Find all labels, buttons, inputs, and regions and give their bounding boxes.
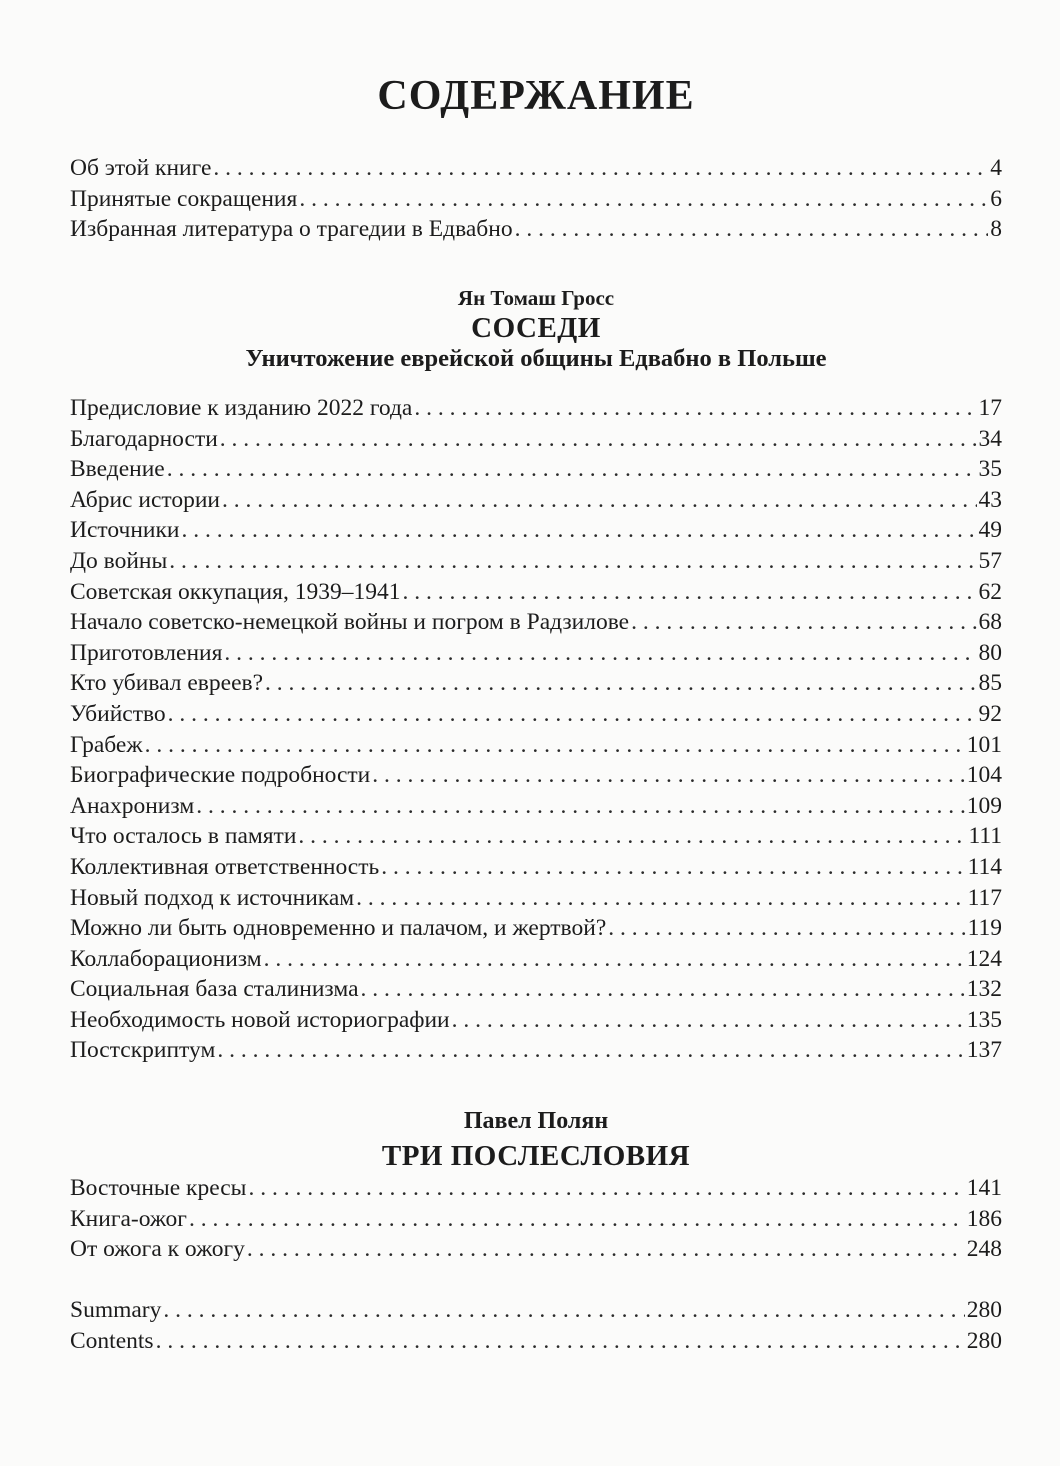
toc-entry-title: Социальная база сталинизма bbox=[70, 976, 359, 1003]
toc-leader-dots bbox=[196, 791, 965, 822]
toc-part1-entries bbox=[70, 393, 1002, 1066]
toc-entry-page: 8 bbox=[990, 216, 1002, 243]
toc-entry-page: 114 bbox=[967, 853, 1002, 880]
toc-entry-page: 137 bbox=[966, 1037, 1002, 1064]
toc-entry bbox=[70, 1173, 1002, 1204]
toc-entry bbox=[70, 638, 1002, 669]
toc-entry bbox=[70, 1326, 1002, 1357]
toc-entry-page: 35 bbox=[978, 456, 1002, 483]
toc-entry-title: Об этой книге bbox=[70, 155, 212, 181]
toc-entry-title: Избранная литература о трагедии в Едвабно bbox=[70, 216, 513, 243]
toc-entry bbox=[70, 1035, 1002, 1066]
toc-leader-dots bbox=[248, 1173, 964, 1204]
toc-leader-dots bbox=[298, 821, 966, 852]
toc-entry bbox=[70, 546, 1002, 577]
toc-entry-title: Книга-ожог bbox=[70, 1205, 187, 1232]
toc-leader-dots bbox=[247, 1234, 965, 1265]
toc-leader-dots bbox=[356, 883, 965, 914]
toc-entry-title: Новый подход к источникам bbox=[70, 884, 355, 911]
toc-entry-page: 57 bbox=[978, 547, 1002, 574]
toc-entry-title: Коллективная ответственность bbox=[70, 853, 380, 880]
toc-leader-dots bbox=[156, 1326, 965, 1357]
part1-subtitle: Уничтожение еврейской общины Едвабно в Польше bbox=[245, 345, 827, 372]
toc-entry-title: Contents bbox=[70, 1327, 154, 1354]
toc-entry-page: 6 bbox=[990, 185, 1002, 212]
toc-entry-page: 49 bbox=[978, 517, 1002, 544]
toc-leader-dots bbox=[414, 393, 976, 424]
part1-author: Ян Томаш Гросс bbox=[457, 286, 615, 310]
toc-entry bbox=[70, 485, 1002, 516]
toc-entry bbox=[70, 1204, 1002, 1235]
toc-entry-page: 80 bbox=[978, 639, 1002, 666]
toc-leader-dots bbox=[402, 577, 976, 608]
toc-entry-title: Коллаборационизм bbox=[70, 945, 262, 972]
toc-leader-dots bbox=[372, 760, 964, 791]
toc-leader-dots bbox=[163, 1295, 964, 1326]
toc-entry bbox=[70, 184, 1002, 215]
toc-entry-title: Абрис истории bbox=[70, 486, 220, 513]
toc-part2-entries bbox=[70, 1173, 1002, 1265]
toc-entry-page: 135 bbox=[966, 1006, 1002, 1033]
toc-entry-page: 101 bbox=[966, 731, 1002, 758]
toc-entry-title: Кто убивал евреев? bbox=[70, 670, 264, 697]
toc-back-matter bbox=[70, 1295, 1002, 1356]
toc-leader-dots bbox=[167, 454, 977, 485]
toc-entry-page: 104 bbox=[966, 762, 1002, 789]
toc-entry bbox=[70, 454, 1002, 485]
toc-entry-title: Биографические подробности bbox=[70, 762, 371, 789]
page-title: СОДЕРЖАНИЕ bbox=[377, 73, 695, 119]
toc-entry-page: 119 bbox=[967, 915, 1002, 942]
toc-entry bbox=[70, 393, 1002, 424]
toc-entry-title: Summary bbox=[70, 1297, 162, 1323]
toc-entry bbox=[70, 883, 1002, 914]
toc-leader-dots bbox=[265, 668, 976, 699]
toc-front-matter bbox=[70, 153, 1002, 245]
toc-entry bbox=[70, 1005, 1002, 1036]
toc-entry bbox=[70, 699, 1002, 730]
toc-entry-title: Предисловие к изданию 2022 года bbox=[70, 395, 413, 421]
toc-leader-dots bbox=[264, 944, 965, 975]
toc-entry bbox=[70, 791, 1002, 822]
toc-entry bbox=[70, 852, 1002, 883]
toc-leader-dots bbox=[361, 974, 965, 1005]
toc-entry-page: 280 bbox=[966, 1297, 1002, 1323]
toc-entry-title: Анахронизм bbox=[70, 792, 195, 819]
toc-entry bbox=[70, 974, 1002, 1005]
toc-entry-page: 92 bbox=[978, 700, 1002, 727]
toc-entry-page: 117 bbox=[967, 884, 1002, 911]
toc-entry bbox=[70, 760, 1002, 791]
toc-leader-dots bbox=[224, 638, 976, 669]
toc-leader-dots bbox=[299, 184, 988, 215]
toc-entry-page: 34 bbox=[978, 425, 1002, 452]
toc-leader-dots bbox=[169, 546, 976, 577]
toc-entry-page: 4 bbox=[990, 155, 1002, 181]
toc-entry-page: 186 bbox=[966, 1205, 1002, 1232]
toc-entry-page: 111 bbox=[968, 823, 1002, 850]
toc-entry-page: 124 bbox=[966, 945, 1002, 972]
toc-entry-page: 43 bbox=[978, 486, 1002, 513]
toc-entry bbox=[70, 944, 1002, 975]
toc-entry-title: Принятые сокращения bbox=[70, 185, 298, 212]
toc-leader-dots bbox=[631, 607, 976, 638]
toc-entry-title: Источники bbox=[70, 517, 180, 544]
toc-leader-dots bbox=[381, 852, 965, 883]
toc-entry-title: Можно ли быть одновременно и палачом, и жертвой? bbox=[70, 915, 607, 942]
toc-entry-title: Приготовления bbox=[70, 639, 223, 666]
part1-book-title: СОСЕДИ bbox=[471, 312, 601, 344]
toc-entry-page: 132 bbox=[966, 976, 1002, 1003]
toc-entry-title: Начало советско-немецкой войны и погром в Радзилове bbox=[70, 609, 630, 636]
toc-leader-dots bbox=[181, 515, 976, 546]
toc-entry bbox=[70, 607, 1002, 638]
toc-entry bbox=[70, 913, 1002, 944]
toc-entry-page: 109 bbox=[966, 792, 1002, 819]
toc-leader-dots bbox=[189, 1204, 965, 1235]
part2-book-title: ТРИ ПОСЛЕСЛОВИЯ bbox=[381, 1140, 691, 1172]
toc-entry-page: 17 bbox=[978, 395, 1002, 421]
toc-entry-page: 280 bbox=[966, 1327, 1002, 1354]
toc-entry-title: До войны bbox=[70, 547, 168, 574]
toc-entry-title: Грабеж bbox=[70, 731, 143, 758]
toc-entry-title: Что осталось в памяти bbox=[70, 823, 297, 850]
toc-entry-title: Необходимость новой историографии bbox=[70, 1006, 450, 1033]
toc-leader-dots bbox=[217, 1035, 964, 1066]
toc-entry bbox=[70, 153, 1002, 184]
part2-author: Павел Полян bbox=[463, 1108, 609, 1134]
toc-entry bbox=[70, 424, 1002, 455]
toc-entry-page: 141 bbox=[966, 1175, 1002, 1201]
toc-entry bbox=[70, 515, 1002, 546]
toc-leader-dots bbox=[608, 913, 965, 944]
toc-leader-dots bbox=[213, 153, 988, 184]
toc-entry-title: Введение bbox=[70, 456, 165, 483]
toc-leader-dots bbox=[452, 1005, 965, 1036]
toc-entry bbox=[70, 730, 1002, 761]
toc-entry-page: 68 bbox=[978, 609, 1002, 636]
toc-entry bbox=[70, 1234, 1002, 1265]
toc-entry-page: 248 bbox=[966, 1236, 1002, 1263]
toc-leader-dots bbox=[222, 485, 977, 516]
toc-entry bbox=[70, 668, 1002, 699]
toc-entry-title: Постскриптум bbox=[70, 1037, 216, 1064]
toc-leader-dots bbox=[168, 699, 977, 730]
toc-entry-title: Убийство bbox=[70, 700, 166, 727]
toc-entry-page: 85 bbox=[978, 670, 1002, 697]
toc-entry bbox=[70, 214, 1002, 245]
toc-entry bbox=[70, 577, 1002, 608]
toc-entry bbox=[70, 821, 1002, 852]
toc-entry-title: Благодарности bbox=[70, 425, 218, 452]
toc-leader-dots bbox=[145, 730, 965, 761]
toc-leader-dots bbox=[220, 424, 977, 455]
toc-entry-title: От ожога к ожогу bbox=[70, 1236, 245, 1263]
toc-leader-dots bbox=[515, 214, 989, 245]
toc-entry-title: Советская оккупация, 1939–1941 bbox=[70, 578, 401, 605]
toc-entry-page: 62 bbox=[978, 578, 1002, 605]
toc-entry-title: Восточные кресы bbox=[70, 1175, 247, 1201]
toc-entry bbox=[70, 1295, 1002, 1326]
